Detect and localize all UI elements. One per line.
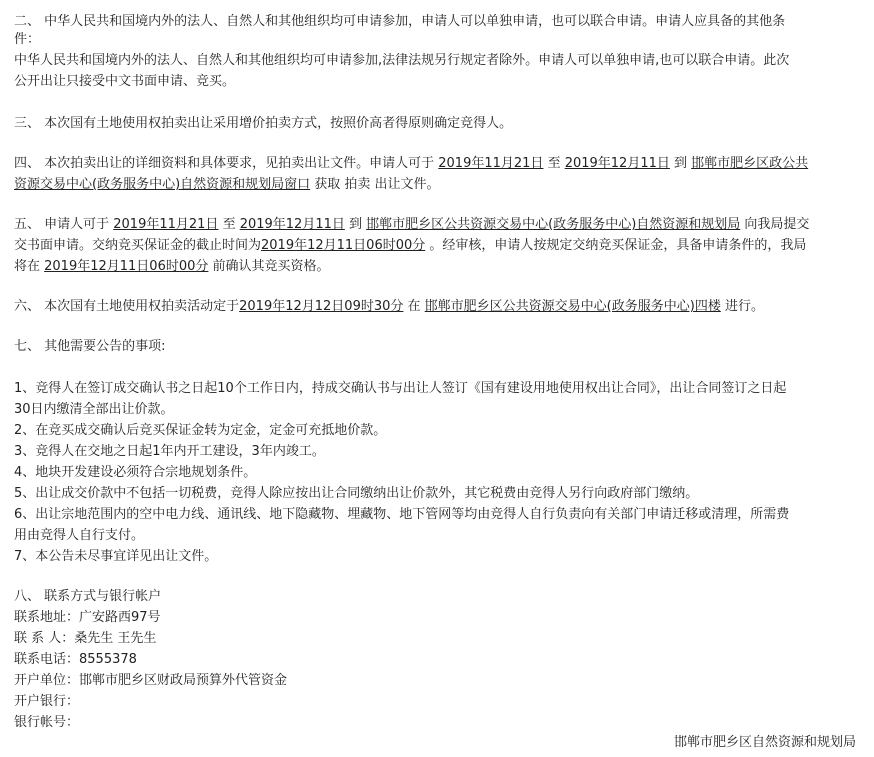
section7-item4: 4、地块开发建设必须符合宗地规划条件。: [14, 465, 257, 480]
section7-item1-b: 30日内缴清全部出让价款。: [14, 402, 174, 417]
section2-line3: 中华人民共和国境内外的法人、自然人和其他组织均可申请参加,法律法规另行规定者除外。申请人可以单独申请,也可以联合申请。此次: [14, 53, 790, 68]
contact-address: 联系地址：广安路西97号: [14, 610, 161, 625]
contact-person: 联 系 人：桑先生 王先生: [14, 631, 157, 646]
section7-item5: 5、出让成交价款中不包括一切税费，竞得人除应按出让合同缴纳出让价款外，其它税费由竞得人另行向政府部门缴纳。: [14, 486, 699, 501]
section5-deposit-deadline: 2019年12月11日06时00分: [261, 238, 426, 253]
section2-line4: 公开出让只接受中文书面申请、竞买。: [14, 74, 236, 89]
section5-after-place: 向我局提交: [740, 217, 810, 232]
section5-line1: [14, 216, 809, 233]
section3-line1: 三、 本次国有土地使用权拍卖出让采用增价拍卖方式，按照价高者得原则确定竞得人。: [14, 116, 513, 131]
section4-suffix: 获取 拍卖 出让文件。: [310, 177, 440, 192]
section5-prefix: 五、 申请人可于: [14, 217, 114, 232]
section7-item6-a: 6、出让宗地范围内的空中电力线、通讯线、地下隐藏物、埋藏物、地下管网等均由竞得人自行负责向有关部门申请迁移或清理，所需费: [14, 507, 790, 522]
section7-item2: 2、在竞买成交确认后竞买保证金转为定金，定金可充抵地价款。: [14, 423, 387, 438]
section5-confirm-time: 2019年12月11日06时00分: [44, 259, 209, 274]
section2-line1: 二、 中华人民共和国境内外的法人、自然人和其他组织均可申请参加，申请人可以单独申请，也可以联合申请。申请人应具备的其他条: [14, 14, 786, 29]
section5-line2: [14, 237, 806, 254]
section5-to2: 到: [344, 217, 367, 232]
section7-heading: 七、 其他需要公告的事项:: [14, 339, 166, 354]
contact-phone: 联系电话：8555378: [14, 652, 137, 667]
section7-item1-a: 1、竞得人在签订成交确认书之日起10个工作日内，持成交确认书与出让人签订《国有建设用地使用权出让合同》，出让合同签订之日起: [14, 381, 787, 396]
section4-start-date: 2019年11月21日: [438, 156, 544, 171]
section7-item7: 7、本公告未尽事宜详见出让文件。: [14, 549, 218, 564]
section2-line2: 件：: [14, 32, 41, 47]
section6-auction-time: 2019年12月12日09时30分: [239, 299, 404, 314]
section5-end-date: 2019年12月11日: [239, 217, 345, 232]
section5-line2-suffix: 。经审核，申请人按规定交纳竞买保证金，具备申请条件的，我局: [425, 238, 807, 253]
section6-line1: [14, 298, 764, 315]
section6-auction-place: 邯郸市肥乡区公共资源交易中心(政务服务中心)四楼: [424, 299, 721, 314]
section4-to1: 至: [543, 156, 565, 171]
account-unit: 开户单位：邯郸市肥乡区财政局预算外代管资金: [14, 673, 288, 688]
section4-line1: [14, 155, 808, 172]
section6-mid: 在: [403, 299, 425, 314]
account-number: 银行帐号：: [14, 715, 80, 730]
section7-item6-b: 用由竞得人自行支付。: [14, 528, 145, 543]
section4-prefix: 四、 本次拍卖出让的详细资料和具体要求，见拍卖出让文件。申请人可于: [14, 156, 439, 171]
section5-line3-suffix: 前确认其竞买资格。: [208, 259, 330, 274]
section5-line2-prefix: 交书面申请。交纳竞买保证金的截止时间为: [14, 238, 262, 253]
section5-to1: 至: [218, 217, 240, 232]
section6-suffix: 进行。: [720, 299, 764, 314]
section4-line2: [14, 176, 440, 193]
section5-line3-prefix: 将在: [14, 259, 45, 274]
section4-place-b: 资源交易中心(政务服务中心)自然资源和规划局窗口: [14, 177, 311, 192]
section8-heading: 八、 联系方式与银行帐户: [14, 589, 162, 604]
issuer-signature: 邯郸市肥乡区自然资源和规划局: [673, 735, 856, 750]
section6-prefix: 六、 本次国有土地使用权拍卖活动定于: [14, 299, 240, 314]
section4-place-a: 邯郸市肥乡区政公共: [691, 156, 809, 171]
section4-end-date: 2019年12月11日: [564, 156, 670, 171]
section7-item3: 3、竞得人在交地之日起1年内开工建设，3年内竣工。: [14, 444, 325, 459]
section5-line3: [14, 258, 330, 275]
account-bank: 开户银行：: [14, 694, 80, 709]
section4-to2: 到: [669, 156, 692, 171]
section5-place: 邯郸市肥乡区公共资源交易中心(政务服务中心)自然资源和规划局: [366, 217, 741, 232]
section5-start-date: 2019年11月21日: [113, 217, 219, 232]
